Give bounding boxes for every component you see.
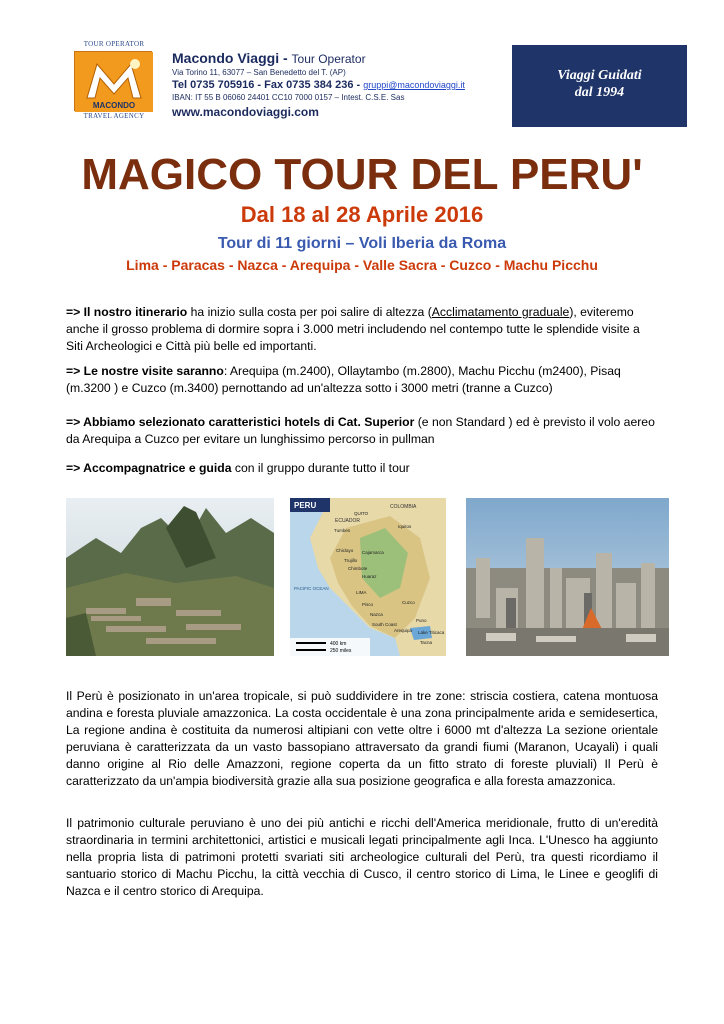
map-city: Huaraz — [362, 574, 377, 579]
company-iban: IBAN: IT 55 B 06060 24401 CC10 7000 0157 – Intest. C.S.E. Sas — [172, 93, 405, 102]
map-country-label: COLOMBIA — [390, 504, 417, 510]
map-city: Arequipa — [394, 628, 413, 633]
logo-mark — [74, 51, 152, 111]
company-info — [172, 50, 502, 119]
map-city: Lake Titicaca — [418, 630, 445, 635]
map-city: QUITO — [354, 511, 369, 516]
company-phone-line — [172, 79, 502, 91]
tour-subtitle: Tour di 11 giorni – Voli Iberia da Roma — [217, 235, 507, 252]
map-city: Tacna — [420, 640, 433, 645]
bullet-text: (e non Standard ) ed è previsto il volo aereo da Arequipa a Cuzco per evitare un lunghissimo percorso in pullman — [66, 415, 655, 446]
bullet-text: : Arequipa (m.2400), Ollaytambo (m.2800), Machu Picchu (m2400), Pisaq (m.3200 ) e Cuzco (m.3400) pernottando ad un'altezza sotto i 3000 metri (tranne a Cuzco) — [66, 364, 621, 395]
company-name-line — [172, 50, 502, 66]
bullet-guide — [66, 460, 658, 477]
company-logo — [68, 40, 160, 124]
bullet-hotels — [66, 414, 658, 448]
bullet-lead: => Accompagnatrice e guida — [66, 461, 232, 475]
company-website[interactable]: www.macondoviaggi.com — [172, 105, 319, 119]
map-peru — [290, 498, 446, 656]
company-email-link[interactable]: gruppi@macondoviaggi.it — [363, 80, 465, 90]
bullet-underlined-text: Acclimatamento graduale — [431, 305, 570, 319]
map-ecuador-label: ECUADOR — [335, 518, 361, 524]
map-city: Trujillo — [344, 558, 358, 563]
paragraph-geography: Il Perù è posizionato in un'area tropicale, si può suddividere in tre zone: striscia costiera, catena montuosa andina e foresta pluviale amazzonica. La costa occidentale è una zona principalmente arida e semidesertica, La regione andina è costituita da numerosi altipiani con vette oltre i 6000 mt d'altezza La sezione orientale peruviana è caratterizzata da un vasto bassopiano attraversato da grandi fiumi (Maranon, Ucayali) i quali danno origine al Rio delle Amazzoni, regione coperta da un fitto strato di foreste pluviali) Il Perù è caratterizzato da un'ampia biodiversità grazie alla sua posizione geografica e alla foresta amazzonica. — [66, 689, 658, 788]
map-city: Tumbes — [334, 528, 351, 533]
map-title: PERU — [294, 501, 317, 510]
map-city: Iquitos — [398, 524, 412, 529]
page-title: MAGICO TOUR DEL PERU' — [81, 150, 643, 199]
company-subtitle: Tour Operator — [291, 52, 366, 66]
banner-line-1: Viaggi Guidati — [557, 68, 642, 83]
paragraph-heritage: Il patrimonio culturale peruviano è uno dei più antichi e ricchi dell'America meridionale, frutto di un'eredità straordinaria in termini architettonici, artistici e musicali legati principalmente agli Inca. L'Unesco ha aggiunto nella propria lista di patrimoni protetti svariati siti archeologice culturali del Perù, tra questi ricordiamo il santuario storico di Machu Picchu, la città vecchia di Cusco, il centro storico di Lima, le Linee e geoglifi di Nazca e il centro storico di Arequipa. — [66, 816, 658, 898]
map-city: South Coast — [372, 622, 397, 627]
map-city: Cuzco — [402, 600, 415, 605]
photo-machu-picchu — [66, 498, 274, 656]
map-city: LIMA — [356, 590, 367, 595]
tour-dates: Dal 18 al 28 Aprile 2016 — [240, 202, 484, 227]
logo-top-text: TOUR OPERATOR — [83, 40, 145, 48]
map-ocean-label: PACIFIC OCEAN — [294, 586, 329, 591]
map-city: Puno — [416, 618, 427, 623]
logo-box-text: MACONDO — [92, 101, 136, 110]
company-tel: Tel 0735 705916 - Fax 0735 384 236 - — [172, 79, 361, 91]
logo-bottom-text: TRAVEL AGENCY — [83, 112, 145, 120]
map-city: Chimbote — [348, 566, 368, 571]
bullet-text: ), eviteremo anche il grosso problema di dormire sopra i 3.000 metri includendo nel contempo tutte le splendide visite a Siti Archeologici e Città più belle ed importanti. — [66, 305, 640, 353]
bullet-text: con il gruppo durante tutto il tour — [231, 461, 410, 475]
map-city: Pisco — [362, 602, 374, 607]
logo-m-icon — [75, 52, 153, 112]
bullet-lead: => Il nostro itinerario — [66, 305, 188, 319]
bullet-itinerary — [66, 304, 658, 355]
photo-lima-skyline — [466, 498, 669, 656]
company-address: Via Torino 11, 63077 – San Benedetto del T. (AP) — [172, 68, 346, 77]
bullet-visits — [66, 363, 658, 397]
banner-guided-trips — [512, 45, 687, 127]
map-scale-mi: 250 miles — [330, 648, 352, 654]
company-name: Macondo Viaggi - — [172, 50, 288, 66]
banner-line-2: dal 1994 — [574, 85, 625, 100]
bullet-lead: => Abbiamo selezionato caratteristici hotels di Cat. Superior — [66, 415, 415, 429]
map-city: Nazca — [370, 612, 383, 617]
map-scale-km: 400 km — [330, 641, 347, 647]
bullet-text: ha inizio sulla costa per poi salire di altezza ( — [187, 305, 432, 319]
tour-route: Lima - Paracas - Nazca - Arequipa - Valle Sacra - Cuzco - Machu Picchu — [126, 257, 598, 273]
bullet-lead: => Le nostre visite saranno — [66, 364, 224, 378]
map-city: Cajamarca — [362, 550, 384, 555]
map-city: Chiclayo — [336, 548, 354, 553]
